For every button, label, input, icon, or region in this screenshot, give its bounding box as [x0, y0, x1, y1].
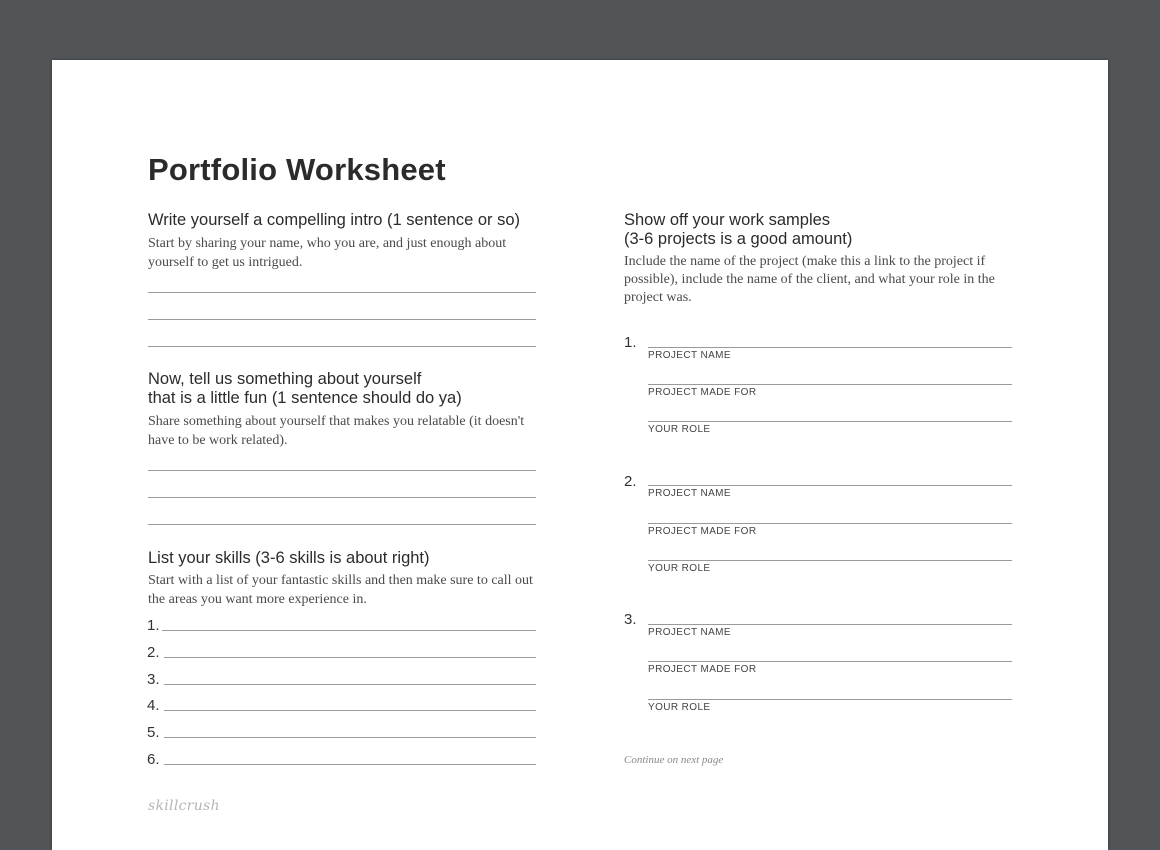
work-heading-line-2: (3-6 projects is a good amount): [624, 230, 853, 248]
project-3-client-label: PROJECT MADE FOR: [648, 664, 757, 675]
fun-answer-line-1[interactable]: [148, 470, 536, 471]
worksheet-page: [52, 60, 1108, 850]
project-1-name-label: PROJECT NAME: [648, 350, 731, 361]
page-title: Portfolio Worksheet: [148, 152, 446, 187]
project-1-role-line[interactable]: [648, 421, 1012, 422]
work-description: Include the name of the project (make this a link to the project if possible), include the name of the client, and what your role in the project was.: [624, 254, 995, 305]
work-heading-line-1: Show off your work samples: [624, 211, 831, 229]
skills-description: Start with a list of your fantastic skills and then make sure to call out the areas you want more experience in.: [148, 573, 533, 607]
fun-answer-line-2[interactable]: [148, 497, 536, 498]
project-3-role-line[interactable]: [648, 699, 1012, 700]
project-2-client-label: PROJECT MADE FOR: [648, 526, 757, 537]
project-1-client-label: PROJECT MADE FOR: [648, 387, 757, 398]
project-1-client-line[interactable]: [648, 384, 1012, 385]
skill-number-6: 6.: [147, 751, 160, 768]
skill-number-5: 5.: [147, 724, 160, 741]
skill-number-1: 1.: [147, 617, 160, 634]
project-2-client-line[interactable]: [648, 523, 1012, 524]
intro-answer-line-2[interactable]: [148, 319, 536, 320]
project-number-1: 1.: [624, 334, 637, 351]
intro-description: Start by sharing your name, who you are, and just enough about yourself to get us intrigued.: [148, 236, 507, 270]
skill-line-1[interactable]: [162, 630, 536, 631]
project-2-name-line[interactable]: [648, 485, 1012, 486]
skill-line-5[interactable]: [164, 737, 536, 738]
project-1-role-label: YOUR ROLE: [648, 424, 711, 435]
project-2-role-line[interactable]: [648, 560, 1012, 561]
skill-number-3: 3.: [147, 671, 160, 688]
project-3-role-label: YOUR ROLE: [648, 702, 711, 713]
project-3-name-label: PROJECT NAME: [648, 627, 731, 638]
skill-number-4: 4.: [147, 697, 160, 714]
fun-heading-line-2: that is a little fun (1 sentence should do ya): [148, 389, 462, 407]
skill-line-4[interactable]: [164, 710, 536, 711]
continue-note: Continue on next page: [624, 754, 724, 766]
fun-description: Share something about yourself that makes you relatable (it doesn't have to be work related).: [148, 414, 525, 448]
skills-heading: List your skills (3-6 skills is about right): [148, 549, 430, 567]
skillcrush-logo: skillcrush: [148, 798, 220, 814]
project-3-name-line[interactable]: [648, 624, 1012, 625]
intro-answer-line-3[interactable]: [148, 346, 536, 347]
intro-answer-line-1[interactable]: [148, 292, 536, 293]
project-number-3: 3.: [624, 611, 637, 628]
skill-line-3[interactable]: [164, 684, 536, 685]
fun-heading-line-1: Now, tell us something about yourself: [148, 370, 422, 388]
fun-answer-line-3[interactable]: [148, 524, 536, 525]
skill-number-2: 2.: [147, 644, 160, 661]
project-2-role-label: YOUR ROLE: [648, 563, 711, 574]
project-1-name-line[interactable]: [648, 347, 1012, 348]
project-3-client-line[interactable]: [648, 661, 1012, 662]
intro-heading: Write yourself a compelling intro (1 sentence or so): [148, 211, 521, 229]
skill-line-6[interactable]: [164, 764, 536, 765]
skill-line-2[interactable]: [164, 657, 536, 658]
project-number-2: 2.: [624, 473, 637, 490]
project-2-name-label: PROJECT NAME: [648, 488, 731, 499]
